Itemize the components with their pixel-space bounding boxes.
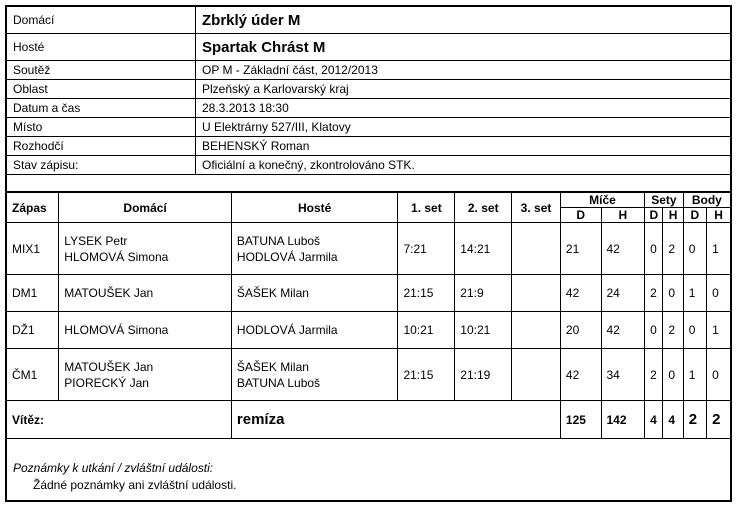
points-home: 0 (683, 312, 706, 349)
header-row (7, 192, 730, 208)
total-balls-away: 142 (601, 401, 645, 439)
home-team-name: Zbrklý úder M (196, 7, 731, 34)
away-players (231, 223, 398, 275)
info-row-status (7, 156, 730, 175)
away-team-name: Spartak Chrást M (196, 34, 731, 61)
balls-home: 42 (560, 349, 601, 401)
info-value: Plzeňský a Karlovarský kraj (196, 80, 731, 99)
total-balls-home: 125 (560, 401, 601, 439)
info-label: Datum a čas (7, 99, 196, 118)
balls-away: 34 (601, 349, 645, 401)
sets-home: 0 (645, 312, 663, 349)
sets-home: 2 (645, 349, 663, 401)
set2-score: 21:19 (455, 349, 512, 401)
sets-away: 0 (663, 349, 683, 401)
total-points-home: 2 (683, 401, 706, 439)
info-label: Domácí (7, 7, 196, 34)
col-header-points: Body (683, 192, 730, 208)
info-row-competition (7, 61, 730, 80)
sets-away: 2 (663, 312, 683, 349)
match-code: ČM1 (7, 349, 59, 401)
sets-home: 0 (645, 223, 663, 275)
total-row (7, 401, 730, 439)
info-label: Stav zápisu: (7, 156, 196, 175)
match-row (7, 223, 730, 275)
match-info-table (7, 7, 730, 175)
info-row-referee (7, 137, 730, 156)
total-sets-away: 4 (663, 401, 683, 439)
subheader-home: D (683, 208, 706, 223)
match-row (7, 349, 730, 401)
home-player: HLOMOVÁ Simona (64, 249, 169, 264)
info-value: OP M - Základní část, 2012/2013 (196, 61, 731, 80)
col-header-match: Zápas (7, 192, 59, 223)
home-player: HLOMOVÁ Simona (59, 312, 232, 349)
match-report-sheet (5, 5, 732, 502)
info-label: Místo (7, 118, 196, 137)
set2-score: 14:21 (455, 223, 512, 275)
winner-result: remíza (231, 401, 560, 439)
info-value: BEHENSKÝ Roman (196, 137, 731, 156)
set1-score: 21:15 (398, 349, 455, 401)
away-player: ŠAŠEK Milan (231, 275, 398, 312)
set1-score: 7:21 (398, 223, 455, 275)
col-header-set2: 2. set (455, 192, 512, 223)
notes-title: Poznámky k utkání / zvláštní události: (13, 461, 214, 475)
info-label: Hosté (7, 34, 196, 61)
away-player: ŠAŠEK Milan (236, 359, 309, 374)
points-home: 0 (683, 223, 706, 275)
points-away: 1 (707, 312, 730, 349)
match-row (7, 312, 730, 349)
points-away: 1 (707, 223, 730, 275)
notes-text: Žádné poznámky ani zvláštní události. (33, 478, 237, 492)
away-player: BATUNA Luboš (236, 375, 321, 390)
points-home: 1 (683, 349, 706, 401)
sets-away: 0 (663, 275, 683, 312)
info-row-away (7, 34, 730, 61)
sets-home: 2 (645, 275, 663, 312)
home-player: MATOUŠEK Jan (64, 359, 154, 374)
match-code: DŽ1 (7, 312, 59, 349)
col-header-away: Hosté (231, 192, 398, 223)
info-row-home (7, 7, 730, 34)
subheader-away: H (707, 208, 730, 223)
set3-score (512, 312, 561, 349)
match-row (7, 275, 730, 312)
sets-away: 2 (663, 223, 683, 275)
home-player: LYSEK Petr (64, 233, 128, 248)
subheader-away: H (601, 208, 645, 223)
col-header-sets: Sety (645, 192, 684, 208)
away-player: HODLOVÁ Jarmila (231, 312, 398, 349)
home-players (59, 223, 232, 275)
points-home: 1 (683, 275, 706, 312)
balls-away: 42 (601, 223, 645, 275)
total-sets-home: 4 (645, 401, 663, 439)
col-header-set3: 3. set (512, 192, 561, 223)
set2-score: 21:9 (455, 275, 512, 312)
away-player: HODLOVÁ Jarmila (236, 249, 338, 264)
balls-away: 24 (601, 275, 645, 312)
match-results-table (7, 191, 730, 439)
notes-section (7, 454, 730, 492)
info-label: Soutěž (7, 61, 196, 80)
info-row-datetime (7, 99, 730, 118)
col-header-set1: 1. set (398, 192, 455, 223)
set3-score (512, 275, 561, 312)
balls-home: 42 (560, 275, 601, 312)
info-value: Oficiální a konečný, zkontrolováno STK. (196, 156, 731, 175)
set1-score: 10:21 (398, 312, 455, 349)
balls-away: 42 (601, 312, 645, 349)
match-code: MIX1 (7, 223, 59, 275)
home-player: MATOUŠEK Jan (59, 275, 232, 312)
info-row-venue (7, 118, 730, 137)
balls-home: 20 (560, 312, 601, 349)
away-player: BATUNA Luboš (236, 233, 321, 248)
balls-home: 21 (560, 223, 601, 275)
col-header-home: Domácí (59, 192, 232, 223)
subheader-home: D (560, 208, 601, 223)
subheader-away: H (663, 208, 683, 223)
info-row-region (7, 80, 730, 99)
info-label: Rozhodčí (7, 137, 196, 156)
col-header-balls: Míče (560, 192, 644, 208)
info-value: U Elektrárny 527/III, Klatovy (196, 118, 731, 137)
info-value: 28.3.2013 18:30 (196, 99, 731, 118)
match-code: DM1 (7, 275, 59, 312)
total-points-away: 2 (707, 401, 730, 439)
set2-score: 10:21 (455, 312, 512, 349)
points-away: 0 (707, 275, 730, 312)
set1-score: 21:15 (398, 275, 455, 312)
subheader-home: D (645, 208, 663, 223)
points-away: 0 (707, 349, 730, 401)
away-players (231, 349, 398, 401)
home-player: PIORECKÝ Jan (64, 375, 149, 390)
set3-score (512, 223, 561, 275)
winner-label: Vítěz: (7, 401, 231, 439)
set3-score (512, 349, 561, 401)
info-label: Oblast (7, 80, 196, 99)
home-players (59, 349, 232, 401)
